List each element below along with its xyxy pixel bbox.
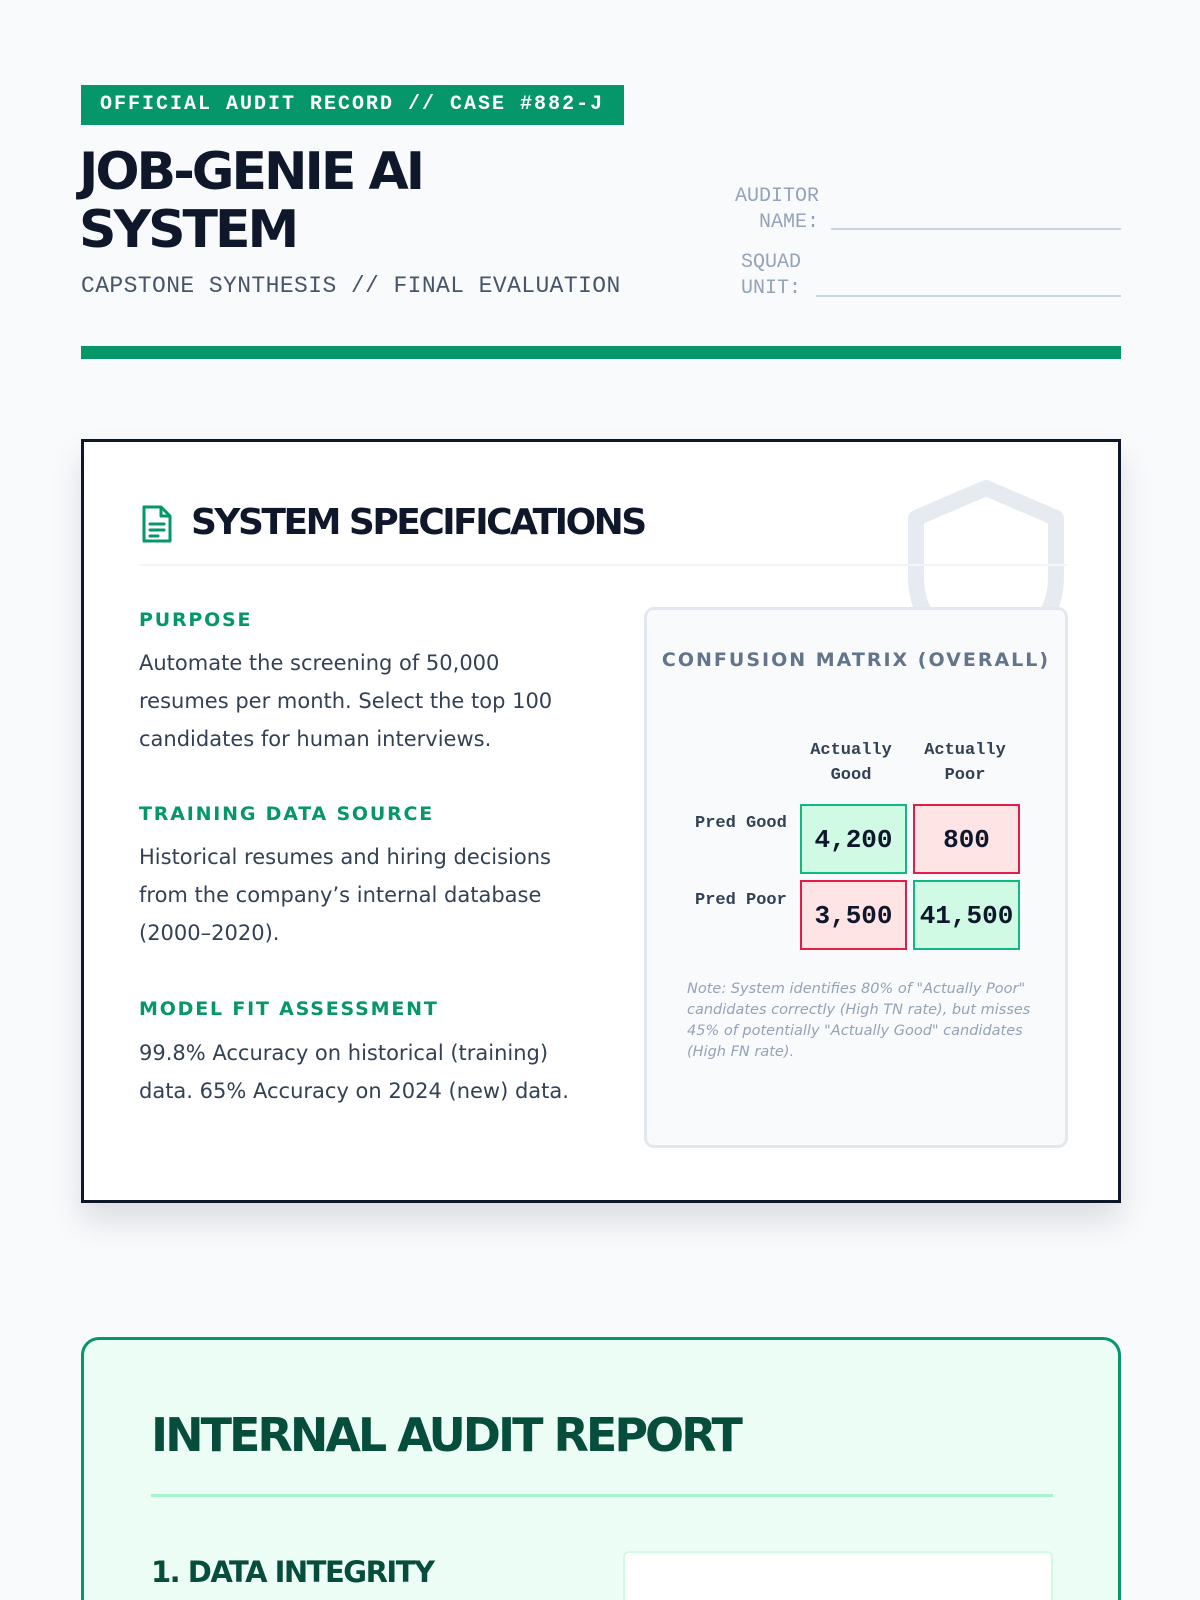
- matrix-note: Note: System identifies 80% of "Actually Poor" candidates correctly (High TN rate), but misses 45% of potentially "Actually Good" candidates (High FN rate).: [687, 981, 1031, 1060]
- confusion-matrix-panel: [644, 607, 1068, 1148]
- page-header: [81, 85, 1121, 359]
- training-data-text: Historical resumes and hiring decisions from the company’s internal database (2000–2020).: [139, 845, 551, 945]
- auditor-name-field[interactable]: [831, 228, 1121, 230]
- internal-audit-report-card: [81, 1337, 1121, 1600]
- document-icon: [140, 504, 174, 544]
- purpose-label: PURPOSE: [139, 609, 253, 631]
- case-tag: OFFICIAL AUDIT RECORD // CASE #882-J: [81, 85, 624, 125]
- cell-false-positive: 800: [913, 804, 1020, 874]
- row-head-pred-poor: Pred Poor: [695, 891, 787, 910]
- system-specifications-card: [81, 439, 1121, 1203]
- audit-title: INTERNAL AUDIT REPORT: [151, 1408, 740, 1462]
- page-title-line-1: JOB-GENIE AI: [79, 142, 423, 202]
- data-integrity-response-box[interactable]: [623, 1551, 1053, 1600]
- section-data-integrity: 1. DATA INTEGRITY: [151, 1555, 434, 1589]
- squad-unit-label: SQUAD UNIT:: [741, 251, 802, 300]
- col-head-actually-poor: Actually Poor: [924, 741, 1006, 785]
- purpose-text: Automate the screening of 50,000 resumes per month. Select the top 100 candidates for human interviews.: [139, 651, 553, 751]
- header-rule: [81, 346, 1121, 359]
- auditor-name-label: AUDITOR NAME:: [734, 185, 819, 234]
- divider: [139, 564, 1067, 566]
- col-head-actually-good: Actually Good: [810, 741, 892, 785]
- cell-false-negative: 3,500: [800, 880, 907, 950]
- model-fit-text: 99.8% Accuracy on historical (training) data. 65% Accuracy on 2024 (new) data.: [139, 1041, 569, 1103]
- training-data-label: TRAINING DATA SOURCE: [139, 803, 435, 825]
- audit-divider: [151, 1494, 1053, 1497]
- page-title-line-2: SYSTEM: [79, 200, 297, 260]
- cell-true-positive: 4,200: [800, 804, 907, 874]
- squad-unit-field[interactable]: [816, 295, 1121, 297]
- matrix-title: CONFUSION MATRIX (OVERALL): [661, 649, 1051, 671]
- page-subtitle: CAPSTONE SYNTHESIS // FINAL EVALUATION: [81, 273, 621, 299]
- cell-true-negative: 41,500: [913, 880, 1020, 950]
- page-title: [79, 143, 719, 259]
- row-head-pred-good: Pred Good: [695, 814, 787, 833]
- model-fit-label: MODEL FIT ASSESSMENT: [139, 998, 439, 1020]
- section-title: SYSTEM SPECIFICATIONS: [191, 502, 645, 543]
